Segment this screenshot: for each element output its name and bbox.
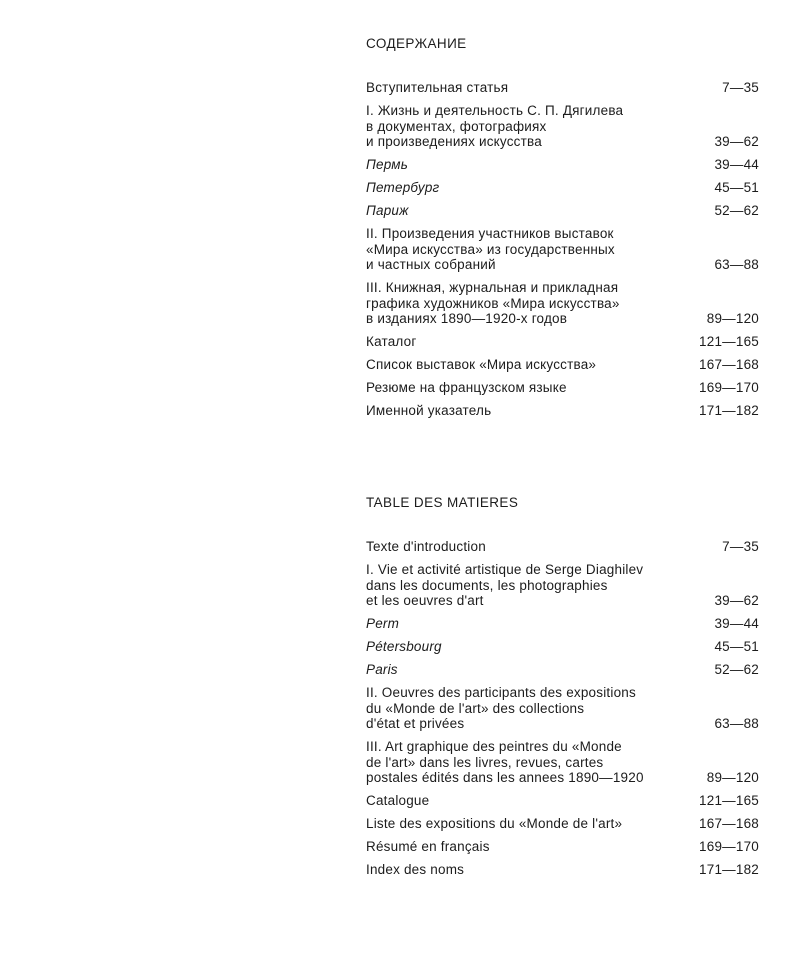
- toc-entry: [366, 862, 759, 878]
- toc-entry-title-line: графика художников «Мира искусства»: [366, 295, 620, 311]
- toc-russian-section: [366, 35, 759, 426]
- toc-entry-pages: 167—168: [699, 816, 759, 831]
- toc-entry: [366, 357, 759, 373]
- toc-entry-pages: 39—44: [714, 157, 759, 172]
- toc-entry-title-line: postales édités dans les annees 1890—1920: [366, 770, 644, 785]
- toc-entry-pages: 39—62: [714, 593, 759, 608]
- toc-entry-pages: 63—88: [714, 257, 759, 272]
- toc-entry-pages: 52—62: [714, 662, 759, 677]
- toc-entry-pages: 167—168: [699, 357, 759, 372]
- toc-entry-pages: 89—120: [706, 770, 759, 785]
- toc-entry-title-line: и произведениях искусства: [366, 134, 542, 149]
- toc-entry: [366, 403, 759, 419]
- toc-entry-pages: 169—170: [699, 380, 759, 395]
- toc-entry-title: [366, 180, 439, 196]
- toc-entry: [366, 334, 759, 350]
- toc-entry-title-line: Вступительная статья: [366, 80, 509, 95]
- toc-entry-pages: 7—35: [722, 80, 759, 95]
- toc-entry: [366, 157, 759, 173]
- toc-entry-title-line: III. Art graphique des peintres du «Monde: [366, 739, 622, 754]
- toc-entry-title-line: II. Произведения участников выставок: [366, 226, 614, 241]
- toc-entry-title-line: Париж: [366, 203, 409, 218]
- toc-entry: [366, 685, 759, 732]
- toc-entry-title-line: Texte d'introduction: [366, 539, 486, 554]
- toc-entry-title: [366, 403, 491, 419]
- toc-entry-title-line: Каталог: [366, 334, 417, 349]
- toc-entry-title: [366, 562, 643, 609]
- toc-entry-title: [366, 203, 409, 219]
- toc-entry-title: [366, 662, 398, 678]
- toc-entry-title: [366, 739, 644, 786]
- toc-entry: [366, 616, 759, 632]
- toc-entry-title: [366, 539, 486, 555]
- toc-entry: [366, 739, 759, 786]
- toc-entry-title: [366, 685, 636, 732]
- toc-entry-title-line: d'état et privées: [366, 716, 465, 731]
- toc-entry-title-line: et les oeuvres d'art: [366, 593, 484, 608]
- toc-entry-title-line: в изданиях 1890—1920-х годов: [366, 311, 568, 326]
- toc-entry: [366, 103, 759, 150]
- toc-entry-title: [366, 80, 508, 96]
- toc-entry-title: [366, 793, 429, 809]
- toc-entry: [366, 793, 759, 809]
- toc-entry-title-line: Именной указатель: [366, 403, 492, 418]
- toc-entry: [366, 80, 759, 96]
- toc-entry: [366, 203, 759, 219]
- toc-entry-pages: 169—170: [699, 839, 759, 854]
- toc-entry-pages: 7—35: [722, 539, 759, 554]
- toc-entry-title-line: Пермь: [366, 157, 409, 172]
- toc-entry: [366, 816, 759, 832]
- toc-entry: [366, 639, 759, 655]
- toc-entry-title-line: Список выставок «Мира искусства»: [366, 357, 597, 372]
- toc-entry-pages: 171—182: [699, 403, 759, 418]
- toc-entry-title: [366, 839, 490, 855]
- toc-entry: [366, 226, 759, 273]
- toc-entry-title-line: Pétersbourg: [366, 639, 442, 654]
- toc-entry-title: [366, 357, 596, 373]
- toc-entry-pages: 45—51: [714, 180, 759, 195]
- toc-french-section: [366, 494, 759, 885]
- toc-entry-title-line: и частных собраний: [366, 257, 496, 272]
- toc-entry-title: [366, 639, 442, 655]
- toc-entry-title: [366, 103, 623, 150]
- toc-entry-title-line: Liste des expositions du «Monde de l'art»: [366, 816, 623, 831]
- toc-french-title: TABLE DES MATIERES: [366, 495, 519, 510]
- toc-entry-title-line: du «Monde de l'art» des collections: [366, 700, 585, 716]
- toc-entry-pages: 171—182: [699, 862, 759, 877]
- toc-entry-title-line: Résumé en français: [366, 839, 490, 854]
- toc-russian-title: СОДЕРЖАНИЕ: [366, 36, 467, 51]
- toc-entry-title-line: Петербург: [366, 180, 440, 195]
- toc-entry-title-line: III. Книжная, журнальная и прикладная: [366, 280, 619, 295]
- toc-entry-title: [366, 280, 620, 327]
- toc-entry-title: [366, 157, 408, 173]
- toc-entry-title-line: Perm: [366, 616, 400, 631]
- toc-entry-pages: 52—62: [714, 203, 759, 218]
- toc-entry-title: [366, 226, 615, 273]
- toc-entry-pages: 121—165: [699, 334, 759, 349]
- toc-entry-title-line: Резюме на французском языке: [366, 380, 567, 395]
- toc-entry-title: [366, 616, 399, 632]
- toc-entry-title-line: dans les documents, les photographies: [366, 577, 608, 593]
- toc-entry: [366, 662, 759, 678]
- toc-entry-pages: 45—51: [714, 639, 759, 654]
- toc-entry: [366, 180, 759, 196]
- toc-entry-title: [366, 380, 567, 396]
- toc-french-list: [366, 539, 759, 878]
- toc-russian-list: [366, 80, 759, 419]
- toc-entry-title-line: «Мира искусства» из государственных: [366, 241, 615, 257]
- toc-entry-title: [366, 334, 416, 350]
- toc-entry: [366, 839, 759, 855]
- toc-entry-pages: 63—88: [714, 716, 759, 731]
- toc-entry: [366, 380, 759, 396]
- toc-entry-title-line: de l'art» dans les livres, revues, cartes: [366, 754, 604, 770]
- toc-entry-pages: 39—62: [714, 134, 759, 149]
- toc-entry-title: [366, 862, 464, 878]
- toc-entry: [366, 280, 759, 327]
- toc-entry-title-line: Catalogue: [366, 793, 430, 808]
- toc-entry-title-line: II. Oeuvres des participants des expositions: [366, 685, 636, 700]
- toc-entry-title-line: I. Vie et activité artistique de Serge Diaghilev: [366, 562, 644, 577]
- toc-entry-title-line: Index des noms: [366, 862, 465, 877]
- toc-entry-pages: 39—44: [714, 616, 759, 631]
- toc-entry-pages: 121—165: [699, 793, 759, 808]
- toc-entry-title-line: в документах, фотографиях: [366, 118, 547, 134]
- toc-entry-title-line: I. Жизнь и деятельность С. П. Дягилева: [366, 103, 624, 118]
- toc-entry-title: [366, 816, 622, 832]
- toc-entry: [366, 562, 759, 609]
- toc-entry: [366, 539, 759, 555]
- toc-entry-title-line: Paris: [366, 662, 398, 677]
- toc-entry-pages: 89—120: [706, 311, 759, 326]
